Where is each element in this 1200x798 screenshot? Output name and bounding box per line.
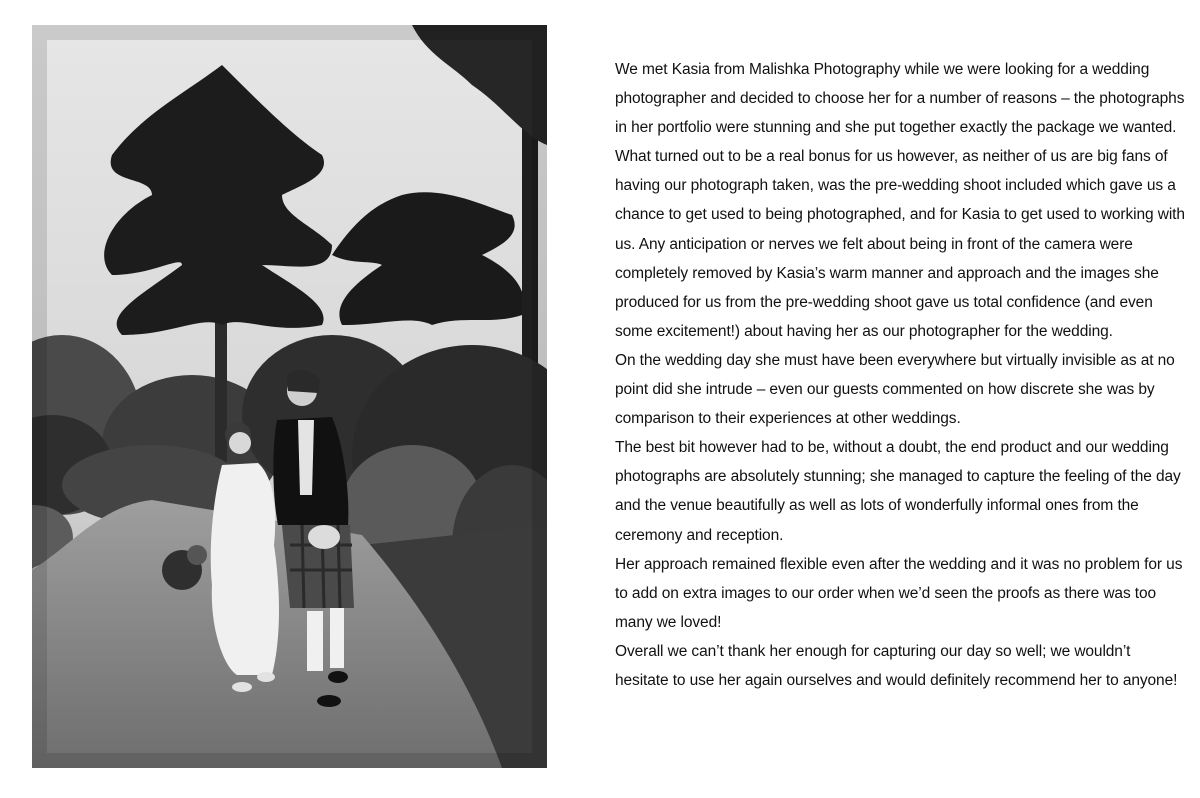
testimonial-paragraph: What turned out to be a real bonus for us however, as neither of us are big fans of having our photograph taken, was the pre-wedding shoot included which gave us a chance to get used to being photographed, and for Kasia to get used to working with us. Any anticipation or nerves we felt about being in front of the camera were completely removed by Kasia’s warm manner and approach and the images she produced for us from the pre-wedding shoot gave us total confidence (and even some excitement!) about having her as our photographer for the wedding. bbox=[615, 148, 1185, 340]
wedding-photo-illustration bbox=[32, 25, 547, 768]
testimonial-paragraph: We met Kasia from Malishka Photography while we were looking for a wedding photographer and decided to choose her for a number of reasons – the photographs in her portfolio were stunning and she put together exactly the package we wanted. bbox=[615, 61, 1185, 137]
testimonial-paragraph: On the wedding day she must have been everywhere but virtually invisible as at no point did she intrude – even our guests commented on how discrete she was by comparison to their experiences at other weddings. bbox=[615, 351, 1175, 428]
testimonial-paragraph: Overall we can’t thank her enough for capturing our day so well; we wouldn’t hesitate to use her again ourselves and would definitely recommend her to anyone! bbox=[615, 642, 1178, 689]
wedding-photo bbox=[32, 25, 547, 768]
testimonial-paragraph: The best bit however had to be, without a doubt, the end product and our wedding photographs are absolutely stunning; she managed to capture the feeling of the day and the venue beautifully as well as lots of wonderfully informal ones from the ceremony and reception. bbox=[615, 439, 1181, 544]
testimonial-text bbox=[615, 55, 1187, 695]
testimonial-paragraph: Her approach remained flexible even after the wedding and it was no problem for us to add on extra images to our order when we’d seen the proofs as there was too many we loved! bbox=[615, 555, 1183, 631]
